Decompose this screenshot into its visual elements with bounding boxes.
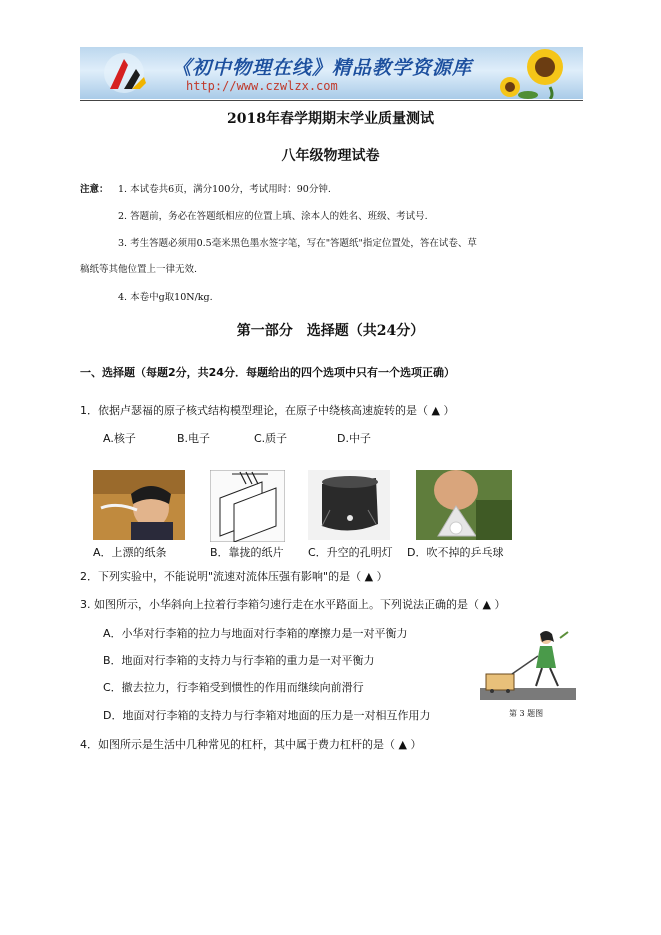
question-4-text: 4．如图所示是生活中几种常见的杠杆，其中属于费力杠杆的是（ ▲ ） [80, 738, 422, 751]
diagram-paper-sheets [210, 470, 285, 542]
note-item-3-cont: 稿纸等其他位置上一律无效. [80, 264, 198, 275]
q1-option-d: D.中子 [337, 432, 371, 445]
q3-option-c: C．撤去拉力，行李箱受到惯性的作用而继续向前滑行 [103, 681, 364, 694]
section-instruction: 一、选择题（每题2分，共24分．每题给出的四个选项中只有一个选项正确） [80, 366, 455, 379]
q3-option-d: D．地面对行李箱的支持力与行李箱对地面的压力是一对相互作用力 [103, 709, 431, 722]
logo-icon [104, 53, 146, 93]
photo-sky-lantern [308, 470, 390, 540]
header-banner [80, 47, 583, 99]
photo-ping-pong-funnel [416, 470, 512, 540]
figure-girl-luggage [480, 628, 576, 700]
question-1-text: 1．依据卢瑟福的原子核式结构模型理论，在原子中绕核高速旋转的是（ ▲ ） [80, 404, 455, 417]
q1-option-a: A.核子 [103, 432, 136, 445]
notes-label: 注意： [80, 184, 109, 195]
note-item-4: 4. 本卷中g取10N/kg. [118, 292, 213, 303]
header-rule [80, 100, 583, 101]
q1-option-b: B.电子 [177, 432, 211, 445]
question-2-text: 2．下列实验中，不能说明"流速对流体压强有影响"的是（ ▲ ） [80, 570, 388, 583]
q2-caption-c: C．升空的孔明灯 [308, 546, 393, 559]
q2-caption-d: D．吹不掉的乒乓球 [407, 546, 504, 559]
q3-option-b: B．地面对行李箱的支持力与行李箱的重力是一对平衡力 [103, 654, 375, 667]
paper-title: 八年级物理试卷 [281, 148, 380, 164]
note-item-1: 1. 本试卷共6页，满分100分，考试用时：90分钟. [118, 184, 331, 195]
q3-figure-caption: 第 3 题图 [509, 709, 544, 718]
banner-title: 《初中物理在线》精品教学资源库 [172, 57, 473, 79]
q2-caption-b: B．靠拢的纸片 [210, 546, 284, 559]
q1-option-c: C.质子 [254, 432, 288, 445]
q3-option-a: A．小华对行李箱的拉力与地面对行李箱的摩擦力是一对平衡力 [103, 627, 408, 640]
banner-url: http://www.czwlzx.com [186, 79, 338, 93]
exam-title: 2018年春学期期末学业质量测试 [227, 111, 434, 127]
sunflower-icon [500, 49, 563, 99]
note-item-2: 2. 答题前，务必在答题纸相应的位置上填、涂本人的姓名、班级、考试号. [118, 211, 428, 222]
note-item-3: 3. 考生答题必须用0.5毫米黑色墨水签字笔，写在"答题纸"指定位置处，答在试卷、草 [118, 238, 477, 249]
section-title: 第一部分 选择题（共24分） [236, 323, 425, 339]
question-3-text: 3. 如图所示，小华斜向上拉着行李箱匀速行走在水平路面上。下列说法正确的是（ ▲ ） [80, 598, 506, 611]
q2-caption-a: A．上漂的纸条 [93, 546, 167, 559]
photo-floating-paper-strip [93, 470, 185, 540]
